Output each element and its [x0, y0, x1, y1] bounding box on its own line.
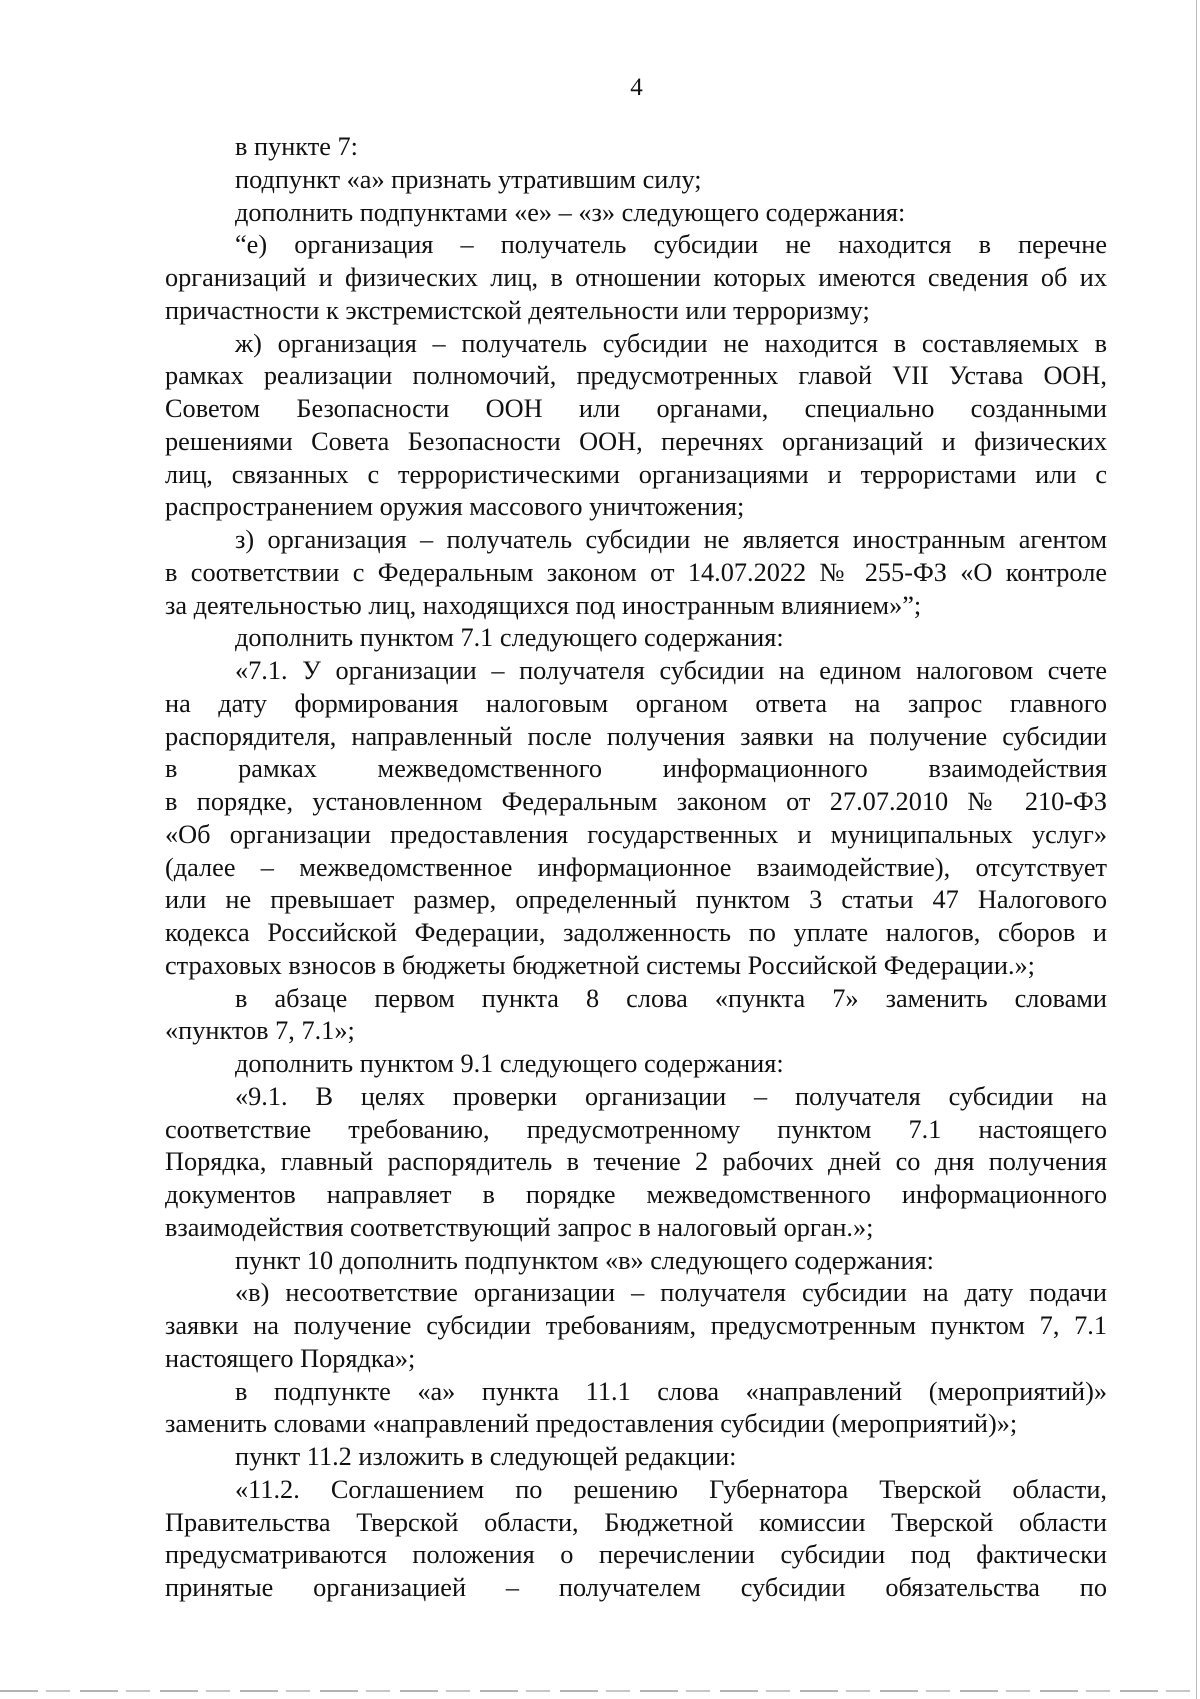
text-line: настоящего Порядка»;	[165, 1343, 416, 1373]
text-line: рамках реализации полномочий, предусмотренных главой VII Устава ООН,	[165, 361, 1107, 391]
text-line: (далее – межведомственное информационное взаимодействие), отсутствует	[165, 852, 1107, 882]
text-line: в абзаце первом пункта 8 слова «пункта 7» заменить словами	[235, 983, 1107, 1013]
text-line: документов направляет в порядке межведомственного информационного	[165, 1180, 1107, 1209]
text-line: дополнить подпунктами «е» – «з» следующего содержания:	[235, 197, 906, 227]
text-line: пункт 11.2 изложить в следующей редакции:	[235, 1442, 737, 1471]
text-line: Советом Безопасности ООН или органами, специально созданными	[165, 394, 1107, 423]
scan-bottom-edge	[0, 1690, 1200, 1692]
text-line: предусматриваются положения о перечислении субсидии под фактически	[165, 1540, 1107, 1570]
text-line: Правительства Тверской области, Бюджетной комиссии Тверской области	[165, 1507, 1107, 1537]
text-line: «9.1. В целях проверки организации – получателя субсидии на	[235, 1081, 1107, 1111]
text-line: кодекса Российской Федерации, задолженность по уплате налогов, сборов и	[165, 918, 1107, 947]
text-line: заменить словами «направлений предоставления субсидии (мероприятий)»;	[165, 1409, 1018, 1439]
text-line: ж) организация – получатель субсидии не находится в составляемых в	[235, 328, 1107, 358]
text-line: или не превышает размер, определенный пунктом 3 статьи 47 Налогового	[165, 885, 1107, 915]
text-line: распорядителя, направленный после получения заявки на получение субсидии	[165, 721, 1107, 751]
text-line: «в) несоответствие организации – получателя субсидии на дату подачи	[235, 1278, 1107, 1308]
text-line: взаимодействия соответствующий запрос в налоговый орган.»;	[165, 1212, 874, 1242]
text-line: принятые организацией – получателем субсидии обязательства по	[165, 1573, 1107, 1602]
text-line: лиц, связанных с террористическими организациями и террористами или с	[165, 459, 1107, 489]
text-line: «Об организации предоставления государственных и муниципальных услуг»	[165, 819, 1107, 849]
page-number: 4	[630, 74, 643, 101]
text-line: в подпункте «а» пункта 11.1 слова «направлений (мероприятий)»	[235, 1376, 1107, 1406]
text-line: причастности к экстремистской деятельности или терроризму;	[165, 295, 870, 325]
text-line: распространением оружия массового уничтожения;	[165, 492, 745, 522]
text-line: в пункте 7:	[235, 132, 358, 161]
text-line: пункт 10 дополнить подпунктом «в» следующего содержания:	[235, 1245, 934, 1275]
text-line: дополнить пунктом 9.1 следующего содержания:	[235, 1049, 784, 1078]
text-line: на дату формирования налоговым органом ответа на запрос главного	[165, 688, 1107, 718]
document-body	[165, 131, 1107, 1605]
text-line: за деятельностью лиц, находящихся под иностранным влиянием»”;	[165, 590, 922, 620]
text-line: «11.2. Соглашением по решению Губернатора Тверской области,	[235, 1474, 1107, 1504]
text-line: соответствие требованию, предусмотренному пунктом 7.1 настоящего	[165, 1114, 1107, 1144]
text-line: «пунктов 7, 7.1»;	[165, 1016, 355, 1046]
text-line: подпункт «а» признать утратившим силу;	[235, 164, 702, 194]
text-line: в рамках межведомственного информационного взаимодействия	[165, 754, 1107, 784]
text-line: организаций и физических лиц, в отношении которых имеются сведения об их	[165, 263, 1107, 292]
text-line: «7.1. У организации – получателя субсидии на едином налоговом счете	[235, 656, 1107, 685]
text-line: страховых взносов в бюджеты бюджетной системы Российской Федерации.»;	[165, 950, 1035, 980]
text-line: дополнить пунктом 7.1 следующего содержания:	[235, 623, 784, 653]
text-line: заявки на получение субсидии требованиям, предусмотренным пунктом 7, 7.1	[165, 1311, 1107, 1340]
text-line: в соответствии с Федеральным законом от 14.07.2022 № 255-ФЗ «О контроле	[165, 557, 1107, 587]
scan-right-edge	[1196, 0, 1197, 1699]
text-line: “е) организация – получатель субсидии не находится в перечне	[235, 230, 1107, 260]
text-line: в порядке, установленном Федеральным законом от 27.07.2010 № 210-ФЗ	[165, 787, 1107, 816]
text-line: Порядка, главный распорядитель в течение 2 рабочих дней со дня получения	[165, 1147, 1107, 1177]
text-line: з) организация – получатель субсидии не является иностранным агентом	[235, 525, 1107, 554]
text-line: решениями Совета Безопасности ООН, перечнях организаций и физических	[165, 426, 1107, 456]
